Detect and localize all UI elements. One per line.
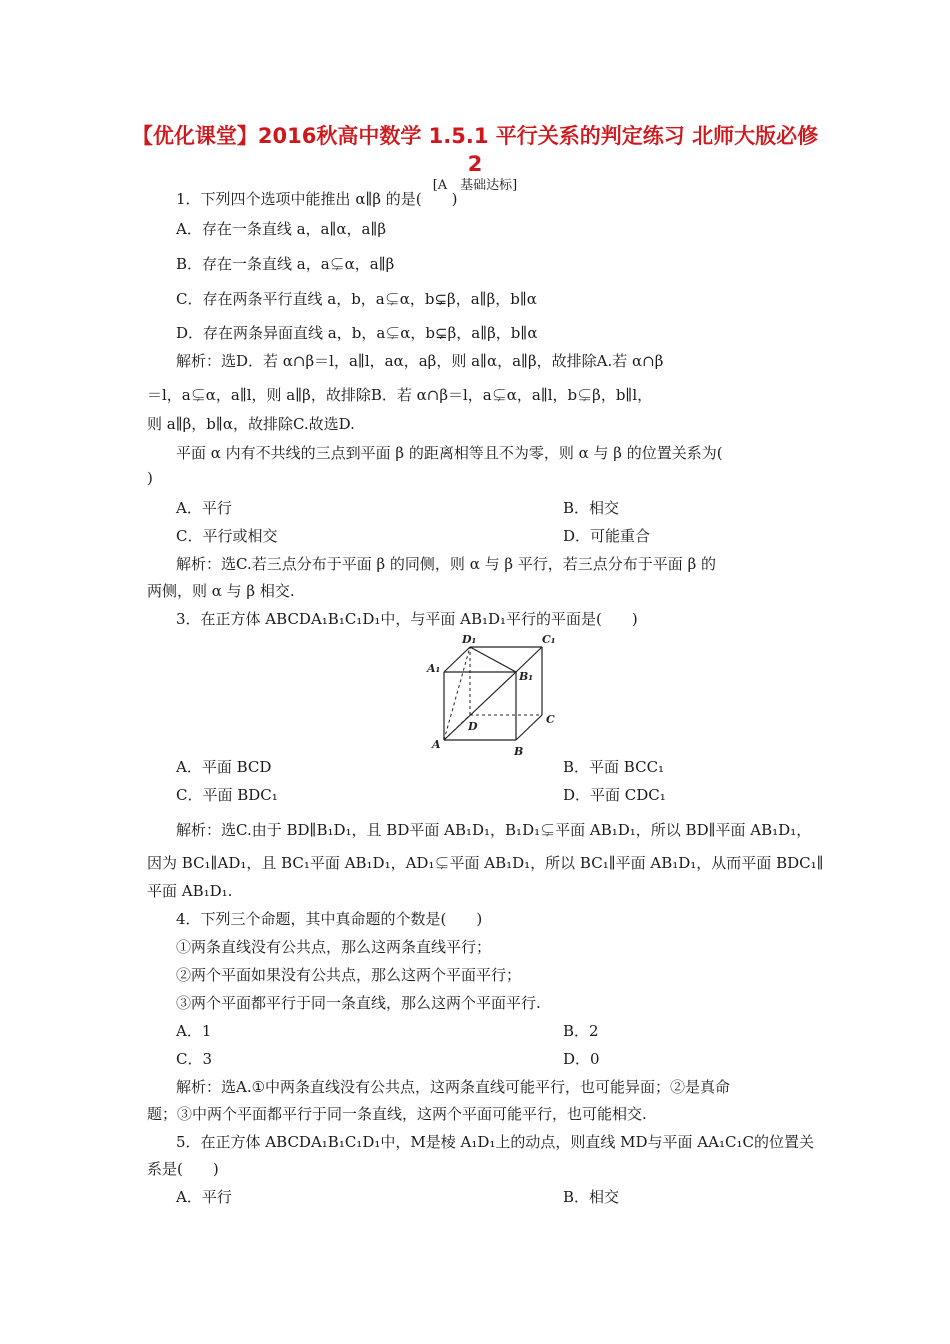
q4-option-c: C．3 — [176, 1050, 213, 1068]
q2-solution-line: 两侧，则 α 与 β 相交. — [147, 582, 295, 600]
q1-solution-line: 解析：选D．若 α∩β＝l，a∥l，aα，aβ，则 a∥α，a∥β，故排除A.若 α∩β — [176, 352, 664, 370]
q1-option-c: C．存在两条平行直线 a，b，a⊊α，b⊊β，a∥β，b∥α — [176, 290, 537, 308]
q4-item: ①两条直线没有公共点，那么这两条直线平行； — [176, 938, 492, 956]
q3-solution-line: 因为 BC₁∥AD₁，且 BC₁平面 AB₁D₁，AD₁⊊平面 AB₁D₁，所以 BC₁∥平面 AB₁D₁，从而平面 BDC₁∥ — [147, 854, 824, 872]
q3-option-c: C．平面 BDC₁ — [176, 786, 278, 804]
q5-stem: 5．在正方体 ABCDA₁B₁C₁D₁中，M是棱 A₁D₁上的动点，则直线 MD与平面 AA₁C₁C的位置关 — [176, 1133, 814, 1151]
q3-option-d: D．平面 CDC₁ — [563, 786, 666, 804]
q3-option-b: B．平面 BCC₁ — [563, 758, 665, 776]
q3-solution-line: 解析：选C.由于 BD∥B₁D₁，且 BD平面 AB₁D₁，B₁D₁⊊平面 AB₁D₁，所以 BD∥平面 AB₁D₁， — [176, 821, 812, 839]
q5-option-a: A．平行 — [176, 1188, 232, 1206]
q2-option-d: D．可能重合 — [563, 527, 651, 545]
q5-option-b: B．相交 — [563, 1188, 620, 1206]
q3-solution-line: 平面 AB₁D₁. — [147, 882, 233, 900]
q4-stem: 4．下列三个命题，其中真命题的个数是( ) — [176, 910, 483, 928]
q1-stem: 1．下列四个选项中能推出 α∥β 的是( ) — [176, 190, 458, 208]
q3-option-a: A．平面 BCD — [176, 758, 272, 776]
page-title: 【优化课堂】2016秋高中数学 1.5.1 平行关系的判定练习 北师大版必修2 — [131, 124, 819, 176]
label-c1: C₁ — [542, 633, 556, 646]
q2-stem-end: ) — [147, 469, 153, 487]
q2-option-c: C．平行或相交 — [176, 527, 278, 545]
q1-solution-line: ＝l，a⊊α，a∥l，则 a∥β，故排除B．若 α∩β＝l，a⊊α，a∥l，b⊊β，b∥l， — [147, 386, 653, 404]
q2-option-a: A．平行 — [176, 499, 232, 517]
label-b1: B₁ — [519, 670, 534, 683]
q5-stem-end: 系是( ) — [147, 1160, 219, 1178]
q2-stem: 平面 α 内有不共线的三点到平面 β 的距离相等且不为零，则 α 与 β 的位置关系为( — [176, 444, 723, 462]
label-d1: D₁ — [462, 633, 477, 646]
q1-option-b: B．存在一条直线 a，a⊊α，a∥β — [176, 255, 395, 273]
q2-solution-line: 解析：选C.若三点分布于平面 β 的同侧，则 α 与 β 平行，若三点分布于平面 β 的 — [176, 555, 717, 573]
label-a1: A₁ — [427, 662, 441, 675]
section-heading: [A 基础达标] — [432, 178, 518, 193]
q2-option-b: B．相交 — [563, 499, 620, 517]
q1-option-a: A．存在一条直线 a，a∥α，a∥β — [176, 220, 387, 238]
q4-solution-line: 题；③中两个平面都平行于同一条直线，这两个平面可能平行，也可能相交. — [147, 1105, 647, 1123]
q4-item: ③两个平面都平行于同一条直线，那么这两个平面平行. — [176, 994, 541, 1012]
label-d: D — [468, 720, 478, 733]
q4-option-d: D．0 — [563, 1050, 600, 1068]
label-a: A — [432, 738, 441, 751]
label-c: C — [546, 713, 555, 726]
label-b: B — [514, 745, 524, 758]
q1-option-d: D．存在两条异面直线 a，b，a⊊α，b⊊β，a∥β，b∥α — [176, 324, 538, 342]
cube-figure — [422, 630, 562, 762]
q3-stem: 3．在正方体 ABCDA₁B₁C₁D₁中，与平面 AB₁D₁平行的平面是( ) — [176, 610, 638, 628]
q4-solution-line: 解析：选A.①中两条直线没有公共点，这两条直线可能平行，也可能异面；②是真命 — [176, 1078, 731, 1096]
q4-option-b: B．2 — [563, 1022, 599, 1040]
q1-solution-line: 则 a∥β，b∥α，故排除C.故选D. — [147, 415, 355, 433]
q4-option-a: A．1 — [176, 1022, 212, 1040]
q4-item: ②两个平面如果没有公共点，那么这两个平面平行； — [176, 966, 522, 984]
